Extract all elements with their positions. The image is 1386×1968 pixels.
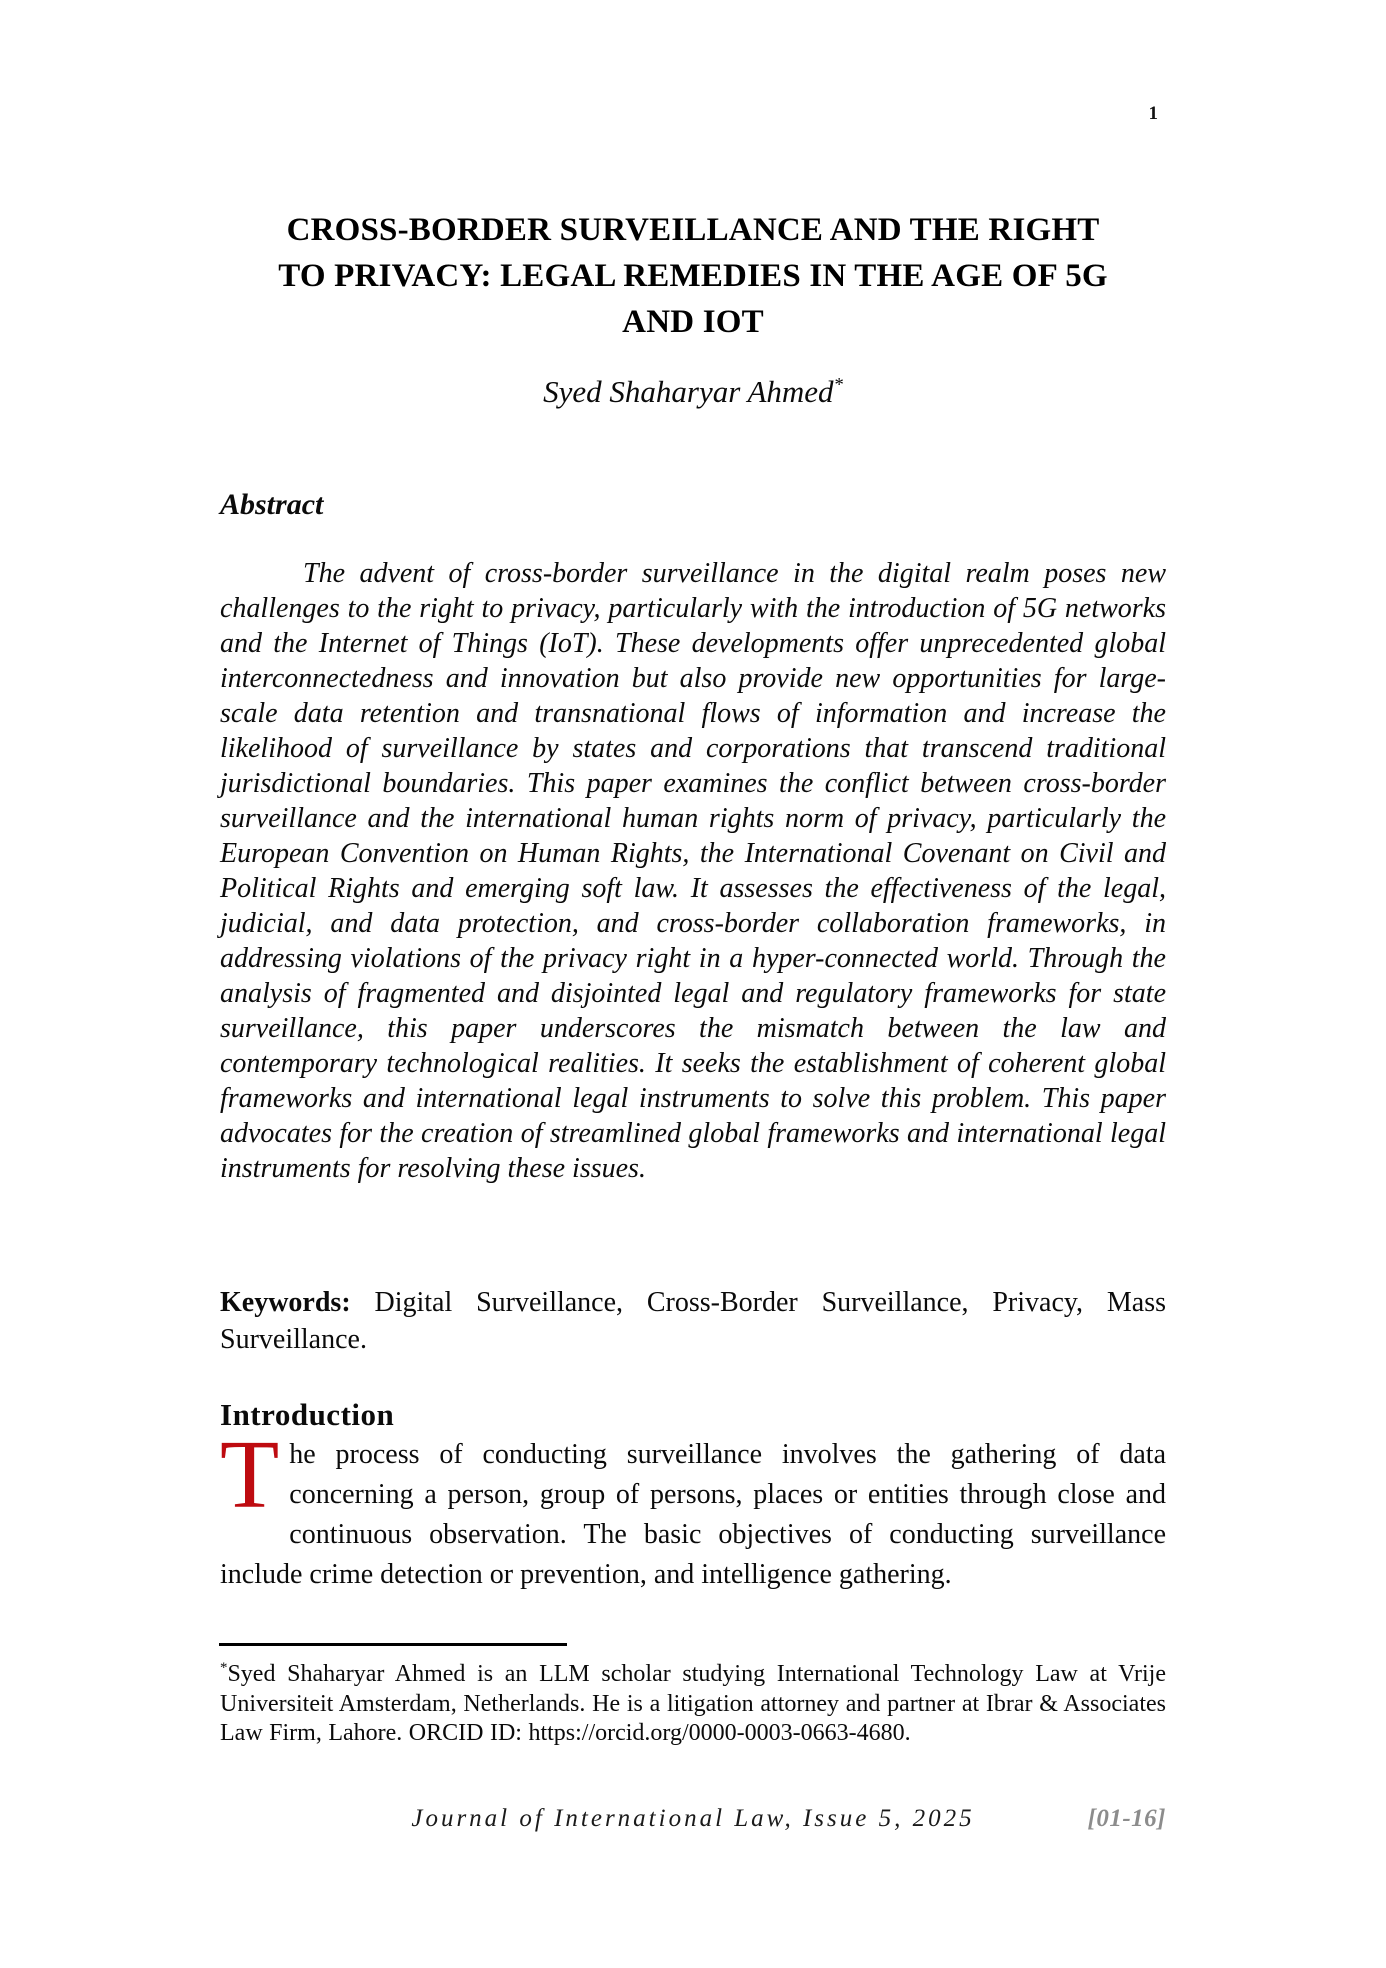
keywords-text: Digital Surveillance, Cross-Border Surveillance, Privacy, Mass Surveillance. [220,1287,1167,1355]
footnote-divider [219,1643,567,1646]
keywords-label: Keywords: [220,1287,351,1318]
introduction-text: he process of conducting surveillance involves the gathering of data concerning a person, group of persons, places or entities through close and continuous observation. The basic objectives of conducting surveillance include crime detection or prevention, and intelligence gathering. [220,1439,1166,1590]
introduction-paragraph [220,1421,1166,1595]
article-title-line: AND IOT [622,304,764,340]
footer-page-range: [01-16] [1087,1805,1166,1832]
article-title [220,207,1166,345]
article-title-line: CROSS-BORDER SURVEILLANCE AND THE RIGHT [286,212,1100,248]
article-title-line: TO PRIVACY: LEGAL REMEDIES IN THE AGE OF 5G [278,258,1108,294]
keywords-block [220,1284,1166,1358]
author-name: Syed Shaharyar Ahmed [543,374,834,409]
footer-journal-title: Journal of International Law, Issue 5, 2025 [411,1805,975,1832]
footnote-mark: * [220,1660,228,1676]
page-number: 1 [1148,103,1158,124]
author-line [220,373,1166,411]
author-footnote-mark: * [833,374,843,396]
abstract-text: The advent of cross-border surveillance in the digital realm poses new challenges to the right to privacy, particularly with the introduction of 5G networks and the Internet of Things (IoT). These developments offer unprecedented global interconnectedness and innovation but also provide new opportunities for large-scale data retention and transnational flows of information and increase the likelihood of surveillance by states and corporations that transcend traditional jurisdictional boundaries. This paper examines the conflict between cross-border surveillance and the international human rights norm of privacy, particularly the European Convention on Human Rights, the International Covenant on Civil and Political Rights and emerging soft law. It assesses the effectiveness of the legal, judicial, and data protection, and cross-border collaboration frameworks, in addressing violations of the privacy right in a hyper-connected world. Through the analysis of fragmented and disjointed legal and regulatory frameworks for state surveillance, this paper underscores the mismatch between the law and contemporary technological realities. It seeks the establishment of coherent global frameworks and international legal instruments to solve this problem. This paper advocates for the creation of streamlined global frameworks and international legal instruments for resolving these issues. [220,558,1166,1184]
introduction-heading: Introduction [220,1397,395,1432]
drop-cap-letter: T [220,1421,280,1528]
page-footer [220,1804,1166,1836]
abstract-heading: Abstract [220,488,324,521]
footnote-block [220,1660,1166,1749]
footnote-text: Syed Shaharyar Ahmed is an LLM scholar studying International Technology Law at Vrije Universiteit Amsterdam, Netherlands. He is a litigation attorney and partner at Ibrar & Associates Law Firm, Lahore. ORCID ID: https://orcid.org/0000-0003-0663-4680. [220,1661,1166,1746]
